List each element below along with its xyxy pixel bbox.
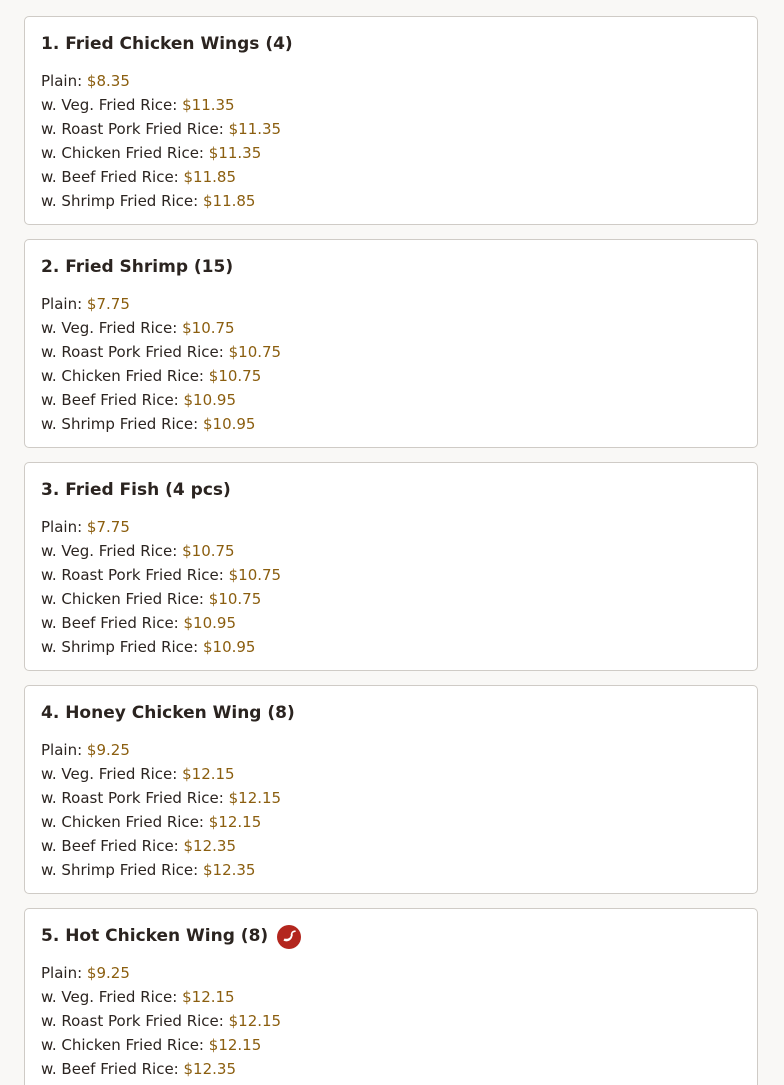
menu-item-header (41, 478, 741, 502)
option-price: $11.35 (208, 144, 262, 162)
option-label: Plain: (41, 741, 83, 759)
option-price: $12.15 (182, 765, 235, 783)
option-label: w. Shrimp Fried Rice: (41, 861, 199, 879)
option-label: Plain: (41, 295, 83, 313)
price-option[interactable] (41, 834, 741, 858)
price-option[interactable] (41, 786, 741, 810)
option-price: $10.95 (183, 614, 237, 632)
price-option[interactable] (41, 1057, 741, 1081)
option-price: $10.75 (228, 343, 282, 361)
menu-item-header (41, 32, 741, 56)
option-price: $9.25 (86, 964, 130, 982)
option-price: $12.15 (208, 813, 262, 831)
menu-item-card[interactable] (24, 16, 758, 225)
option-label: Plain: (41, 964, 83, 982)
option-label: w. Beef Fried Rice: (41, 168, 179, 186)
option-label: w. Beef Fried Rice: (41, 614, 179, 632)
option-price: $12.15 (182, 988, 235, 1006)
price-option[interactable] (41, 69, 741, 93)
price-option[interactable] (41, 762, 741, 786)
price-option[interactable] (41, 515, 741, 539)
option-label: Plain: (41, 72, 83, 90)
option-label: w. Roast Pork Fried Rice: (41, 120, 224, 138)
price-option[interactable] (41, 292, 741, 316)
option-label: w. Shrimp Fried Rice: (41, 192, 199, 210)
option-label: w. Chicken Fried Rice: (41, 590, 204, 608)
menu-item-title: 5. Hot Chicken Wing (8) (41, 926, 269, 946)
option-price: $10.95 (202, 638, 256, 656)
option-price: $11.35 (228, 120, 282, 138)
option-label: w. Roast Pork Fried Rice: (41, 343, 224, 361)
option-price: $10.75 (182, 542, 235, 560)
option-label: w. Chicken Fried Rice: (41, 813, 204, 831)
price-option[interactable] (41, 189, 741, 213)
option-price: $11.85 (183, 168, 237, 186)
price-option[interactable] (41, 316, 741, 340)
option-label: w. Beef Fried Rice: (41, 837, 179, 855)
price-option[interactable] (41, 412, 741, 436)
option-price: $12.35 (183, 837, 237, 855)
price-option[interactable] (41, 810, 741, 834)
price-option[interactable] (41, 563, 741, 587)
option-price: $9.25 (86, 741, 130, 759)
option-price: $7.75 (86, 518, 130, 536)
price-option[interactable] (41, 1033, 741, 1057)
price-option[interactable] (41, 141, 741, 165)
price-option[interactable] (41, 364, 741, 388)
price-option[interactable] (41, 340, 741, 364)
option-price: $10.75 (228, 566, 282, 584)
option-label: w. Shrimp Fried Rice: (41, 638, 199, 656)
option-price: $10.75 (208, 367, 262, 385)
option-price: $12.15 (228, 789, 282, 807)
option-price: $10.75 (182, 319, 235, 337)
menu-item-header (41, 924, 741, 948)
option-label: w. Roast Pork Fried Rice: (41, 566, 224, 584)
menu-item-title: 1. Fried Chicken Wings (4) (41, 34, 293, 54)
menu-item-title: 3. Fried Fish (4 pcs) (41, 480, 231, 500)
option-label: w. Veg. Fried Rice: (41, 319, 178, 337)
option-label: w. Veg. Fried Rice: (41, 96, 178, 114)
price-option[interactable] (41, 985, 741, 1009)
chili-pepper-icon (277, 925, 301, 949)
option-price: $12.35 (183, 1060, 237, 1078)
price-option[interactable] (41, 858, 741, 882)
price-option[interactable] (41, 961, 741, 985)
option-label: w. Veg. Fried Rice: (41, 765, 178, 783)
option-price: $11.35 (182, 96, 235, 114)
menu-item-title: 4. Honey Chicken Wing (8) (41, 703, 295, 723)
menu-item-card[interactable] (24, 462, 758, 671)
price-option[interactable] (41, 388, 741, 412)
price-option[interactable] (41, 117, 741, 141)
option-price: $12.15 (208, 1036, 262, 1054)
option-price: $11.85 (202, 192, 256, 210)
menu-item-card[interactable] (24, 685, 758, 894)
option-label: w. Roast Pork Fried Rice: (41, 789, 224, 807)
option-price: $10.95 (183, 391, 237, 409)
price-option[interactable] (41, 93, 741, 117)
menu-item-card[interactable] (24, 239, 758, 448)
price-option[interactable] (41, 611, 741, 635)
option-label: w. Shrimp Fried Rice: (41, 415, 199, 433)
option-label: w. Roast Pork Fried Rice: (41, 1012, 224, 1030)
price-option[interactable] (41, 539, 741, 563)
menu-item-header (41, 701, 741, 725)
menu-item-card[interactable] (24, 908, 758, 1085)
option-price: $10.75 (208, 590, 262, 608)
price-option[interactable] (41, 635, 741, 659)
option-price: $7.75 (86, 295, 130, 313)
price-option[interactable] (41, 587, 741, 611)
option-label: w. Chicken Fried Rice: (41, 1036, 204, 1054)
option-price: $10.95 (202, 415, 256, 433)
option-price: $12.15 (228, 1012, 282, 1030)
option-label: w. Beef Fried Rice: (41, 1060, 179, 1078)
option-label: w. Chicken Fried Rice: (41, 367, 204, 385)
price-option[interactable] (41, 738, 741, 762)
option-label: Plain: (41, 518, 83, 536)
option-label: w. Veg. Fried Rice: (41, 542, 178, 560)
option-label: w. Chicken Fried Rice: (41, 144, 204, 162)
option-label: w. Veg. Fried Rice: (41, 988, 178, 1006)
menu-item-header (41, 255, 741, 279)
option-price: $12.35 (202, 861, 256, 879)
menu-item-title: 2. Fried Shrimp (15) (41, 257, 234, 277)
option-label: w. Beef Fried Rice: (41, 391, 179, 409)
price-option[interactable] (41, 1009, 741, 1033)
option-price: $8.35 (86, 72, 130, 90)
price-option[interactable] (41, 165, 741, 189)
